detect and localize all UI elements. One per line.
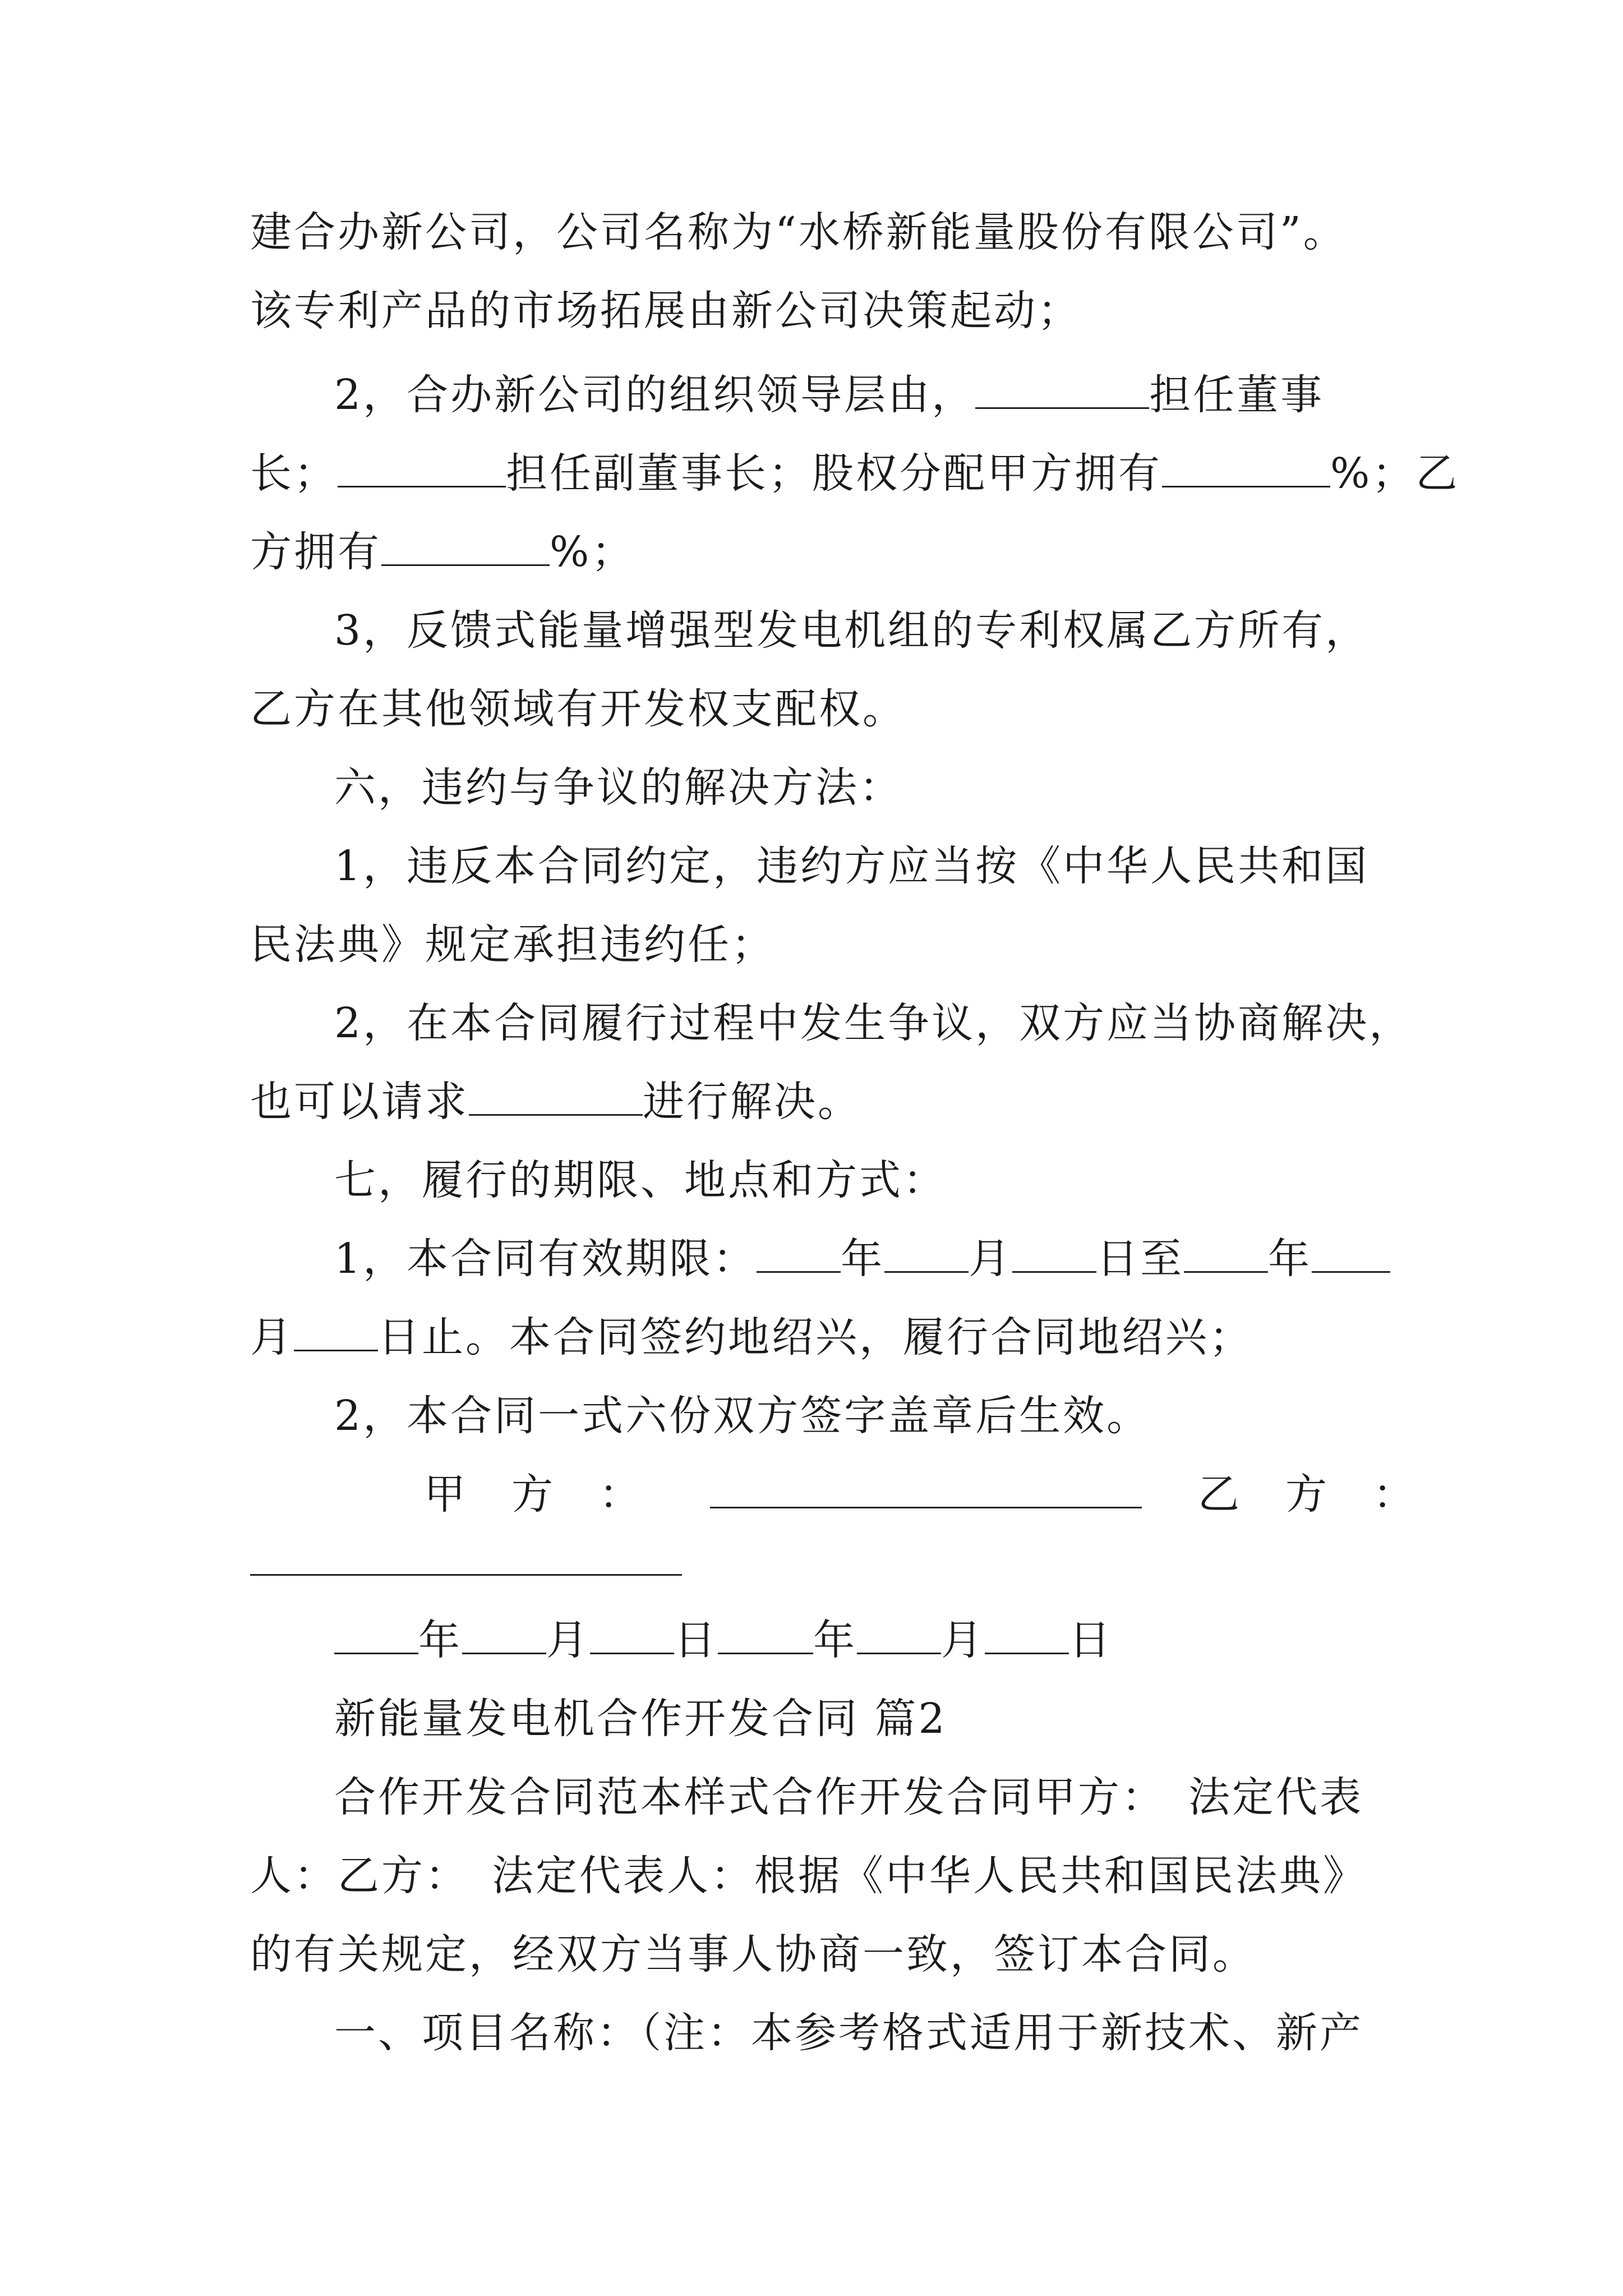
signature-blank xyxy=(250,1537,682,1576)
text: 日 xyxy=(1069,1616,1113,1664)
fill-blank xyxy=(590,1616,674,1654)
paragraph-line xyxy=(334,367,1324,423)
text: 的有关规定，经双方当事人协商一致，签订本合同。 xyxy=(250,1930,1256,1978)
text: 也可以请求 xyxy=(250,1078,469,1126)
text: 长； xyxy=(250,449,338,498)
paragraph-line xyxy=(334,1231,1390,1287)
party-b-label: 乙 方 ： xyxy=(1198,1470,1417,1519)
text: 年 xyxy=(841,1235,885,1283)
paragraph-line xyxy=(250,681,906,737)
fill-blank xyxy=(338,449,506,487)
paragraph-line xyxy=(250,1074,861,1130)
fill-blank xyxy=(757,1234,841,1273)
text: 月 xyxy=(941,1616,985,1664)
text: 1，违反本合同约定，违约方应当按《中华人民共和国 xyxy=(334,842,1370,890)
text: 年 xyxy=(1268,1235,1312,1283)
fill-blank xyxy=(381,527,550,566)
text: 2，合办新公司的组织领导层由， xyxy=(334,371,976,419)
signature-blank xyxy=(710,1470,1142,1508)
fill-blank xyxy=(462,1616,546,1654)
text: 月 xyxy=(969,1235,1013,1283)
text: 建合办新公司，公司名称为“水桥新能量股份有限公司”。 xyxy=(250,208,1347,256)
text: 3，反馈式能量增强型发电机组的专利权属乙方所有， xyxy=(334,606,1370,655)
text: 2，在本合同履行过程中发生争议，双方应当协商解决， xyxy=(334,999,1413,1047)
fill-blank xyxy=(975,370,1149,409)
text: %；乙 xyxy=(1330,449,1460,498)
fill-blank xyxy=(1012,1234,1096,1273)
text: 一、项目名称：（注：本参考格式适用于新技术、新产 xyxy=(334,2009,1363,2057)
text: 1，本合同有效期限： xyxy=(334,1235,757,1283)
text: 乙方在其他领域有开发权支配权。 xyxy=(250,685,906,733)
paragraph-line xyxy=(334,1769,1363,1825)
text: 月 xyxy=(546,1616,590,1664)
paragraph-line xyxy=(250,1309,1253,1365)
fill-blank xyxy=(1312,1234,1390,1273)
fill-blank xyxy=(884,1234,969,1273)
fill-blank xyxy=(469,1077,643,1116)
paragraph-line xyxy=(334,2005,1363,2061)
fill-blank xyxy=(334,1616,418,1654)
text: 该专利产品的市场拓展由新公司决策起动； xyxy=(250,287,1081,335)
text: 进行解决。 xyxy=(643,1078,861,1126)
signature-party-a xyxy=(424,1466,1417,1522)
fill-blank xyxy=(294,1313,378,1351)
fill-blank xyxy=(985,1616,1069,1654)
paragraph-line xyxy=(334,602,1369,659)
text: 民法典》规定承担违约任； xyxy=(250,921,775,969)
text: 新能量发电机合作开发合同 篇2 xyxy=(334,1695,947,1743)
text: 2，本合同一式六份双方签字盖章后生效。 xyxy=(334,1392,1151,1440)
text: 日止。本合同签约地绍兴，履行合同地绍兴； xyxy=(378,1313,1253,1361)
text: 方拥有 xyxy=(250,528,381,576)
paragraph-line xyxy=(250,917,775,973)
text: 合作开发合同范本样式合作开发合同甲方： 法定代表 xyxy=(334,1773,1363,1821)
text: 年 xyxy=(418,1616,462,1664)
text: 日至 xyxy=(1096,1235,1184,1283)
fill-blank xyxy=(857,1616,941,1654)
paragraph-line xyxy=(250,445,1459,501)
paragraph-line xyxy=(250,1848,1367,1904)
text: %； xyxy=(550,528,635,576)
section-title xyxy=(334,1691,947,1747)
text: 月 xyxy=(250,1313,294,1361)
paragraph-line xyxy=(250,204,1347,260)
paragraph-line xyxy=(334,1388,1150,1444)
text: 日 xyxy=(674,1616,718,1664)
section-heading xyxy=(334,1152,947,1208)
fill-blank xyxy=(1162,449,1330,487)
fill-blank xyxy=(718,1616,813,1654)
text: 七，履行的期限、地点和方式： xyxy=(334,1156,947,1204)
text: 担任董事 xyxy=(1149,371,1325,419)
paragraph-line xyxy=(250,283,1081,339)
party-a-label: 甲 方 ： xyxy=(424,1470,643,1519)
section-heading xyxy=(334,760,903,816)
paragraph-line xyxy=(334,995,1413,1051)
signature-party-b-line xyxy=(250,1534,682,1590)
paragraph-line xyxy=(250,524,635,580)
date-line xyxy=(334,1612,1113,1668)
text: 担任副董事长；股权分配甲方拥有 xyxy=(506,449,1162,498)
paragraph-line xyxy=(334,838,1369,894)
text: 六，违约与争议的解决方法： xyxy=(334,763,903,812)
text: 年 xyxy=(813,1616,857,1664)
paragraph-line xyxy=(250,1926,1256,1982)
fill-blank xyxy=(1184,1234,1268,1273)
text: 人：乙方： 法定代表人：根据《中华人民共和国民法典》 xyxy=(250,1852,1367,1900)
